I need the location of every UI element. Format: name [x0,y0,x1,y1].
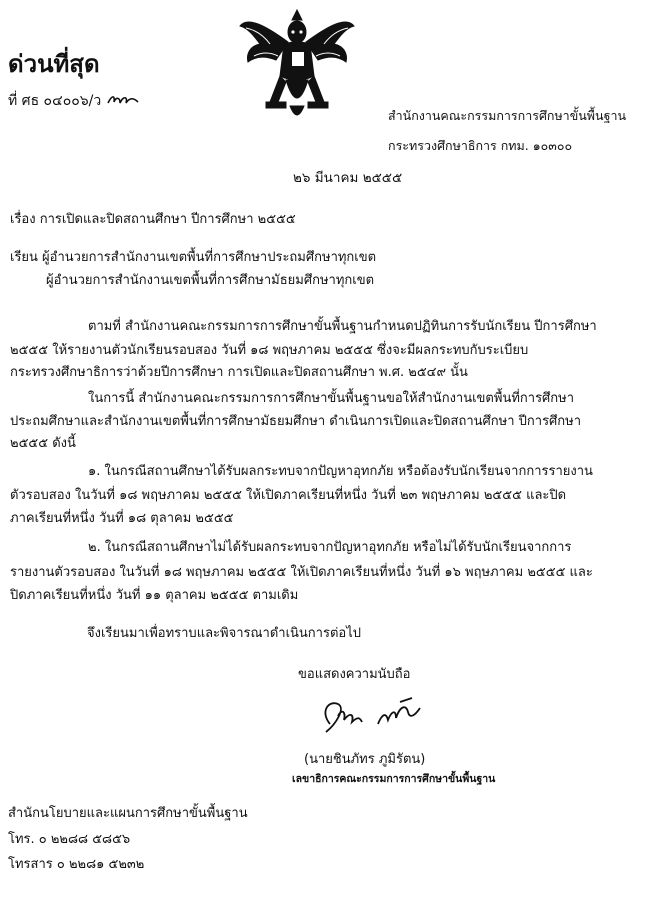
recipient-line: เรียน ผู้อำนวยการสำนักงานเขตพื้นที่การศึกษาประถมศึกษาทุกเขต [10,250,377,265]
office-name: สำนักงานคณะกรรมการการศึกษาขั้นพื้นฐาน [388,108,627,123]
paragraph-line: ตามที่ สำนักงานคณะกรรมการการศึกษาขั้นพื้นฐานกำหนดปฏิทินการรับนักเรียน ปีการศึกษา [88,319,597,334]
list-item-line: ๒. ในกรณีสถานศึกษาไม่ได้รับผลกระทบจากปัญหาอุทกภัย หรือไม่ได้รับนักเรียนจากการ [88,540,572,555]
footer-fax: โทรสาร ๐ ๒๒๘๑ ๕๒๓๒ [8,857,145,872]
list-item-line: ปิดภาคเรียนที่หนึ่ง วันที่ ๑๑ ตุลาคม ๒๕๕๕ ตามเดิม [10,588,299,603]
paragraph-line: ประถมศึกษาและสำนักงานเขตพื้นที่การศึกษามัธยมศึกษา ดำเนินการเปิดและปิดสถานศึกษา ปีการศึกษา [10,414,582,429]
regards-line: ขอแสดงความนับถือ [298,667,411,682]
signer-name: (นายชินภัทร ภูมิรัตน) [304,752,426,767]
footer-unit: สำนักนโยบายและแผนการศึกษาขั้นพื้นฐาน [8,806,248,821]
handwritten-number-icon [106,93,140,107]
list-item-line: ตัวรอบสอง ในวันที่ ๑๘ พฤษภาคม ๒๕๕๕ ให้เปิดภาคเรียนที่หนึ่ง วันที่ ๒๓ พฤษภาคม ๒๕๕๕ และปิด [10,488,567,503]
paragraph-line: ๒๕๕๕ ดังนี้ [10,436,76,451]
subject-line: เรื่อง การเปิดและปิดสถานศึกษา ปีการศึกษา ๒๕๕๕ [10,212,296,227]
signature-icon [316,694,432,740]
list-item-line: ๑. ในกรณีสถานศึกษาได้รับผลกระทบจากปัญหาอุทกภัย หรือต้องรับนักเรียนจากการรายงาน [88,464,593,479]
paragraph-line: กระทรวงศึกษาธิการว่าด้วยปีการศึกษา การเปิดและปิดสถานศึกษา พ.ศ. ๒๕๔๙ นั้น [10,365,468,380]
urgency-label: ด่วนที่สุด [8,50,100,78]
office-address: กระทรวงศึกษาธิการ กทม. ๑๐๓๐๐ [388,138,573,153]
signer-title: เลขาธิการคณะกรรมการการศึกษาขั้นพื้นฐาน [292,773,496,785]
footer-phone: โทร. ๐ ๒๒๘๘ ๕๘๕๖ [8,832,131,847]
closing-line: จึงเรียนมาเพื่อทราบและพิจารณาดำเนินการต่อไป [87,626,361,641]
recipient-line: ผู้อำนวยการสำนักงานเขตพื้นที่การศึกษามัธยมศึกษาทุกเขต [46,273,375,288]
garuda-emblem-icon [236,6,358,126]
paragraph-line: ในการนี้ สำนักงานคณะกรรมการการศึกษาขั้นพื้นฐานขอให้สำนักงานเขตพื้นที่การศึกษา [88,391,575,406]
paragraph-line: ๒๕๕๕ ให้รายงานตัวนักเรียนรอบสอง วันที่ ๑๘ พฤษภาคม ๒๕๕๕ ซึ่งจะมีผลกระทบกับระเบียบ [10,343,529,358]
document-date: ๒๖ มีนาคม ๒๕๕๕ [293,170,403,186]
list-item-line: รายงานตัวรอบสอง ในวันที่ ๑๘ พฤษภาคม ๒๕๕๕ ให้เปิดภาคเรียนที่หนึ่ง วันที่ ๑๖ พฤษภาคม ๒๕๕๕ และ [10,565,593,580]
list-item-line: ภาคเรียนที่หนึ่ง วันที่ ๑๘ ตุลาคม ๒๕๕๕ [10,511,234,526]
document-number: ที่ ศธ ๐๔๐๐๖/ว [8,90,140,112]
